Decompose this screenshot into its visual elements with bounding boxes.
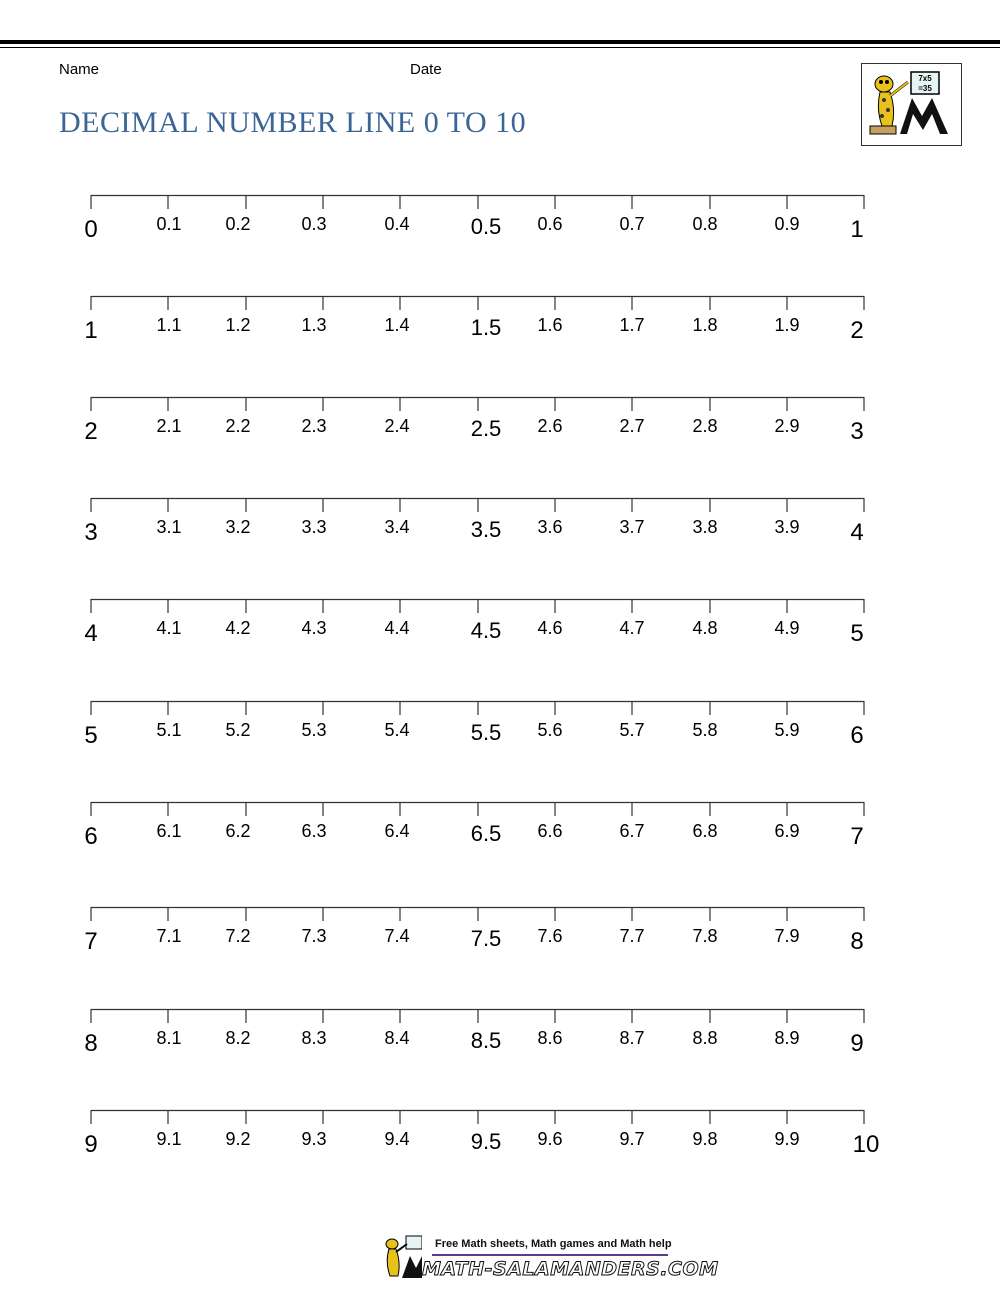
tick-label: 0.3 bbox=[301, 214, 327, 234]
tick-label: 0.6 bbox=[537, 214, 563, 234]
start-label: 8 bbox=[84, 1030, 98, 1057]
tick-label: 8.8 bbox=[692, 1028, 718, 1048]
tick-label: 7.8 bbox=[692, 926, 718, 946]
tick-label: 2.6 bbox=[537, 416, 563, 436]
number-line bbox=[0, 1109, 1000, 1189]
half-label: 1.5 bbox=[470, 315, 502, 340]
start-label: 3 bbox=[84, 519, 98, 546]
half-label: 7.5 bbox=[470, 926, 502, 951]
tick-label: 9.2 bbox=[225, 1129, 251, 1149]
number-line-axis bbox=[0, 700, 1000, 720]
tick-label: 3.2 bbox=[225, 517, 251, 537]
tick-label: 0.9 bbox=[774, 214, 800, 234]
tick-label: 4.1 bbox=[156, 618, 182, 638]
tick-label: 7.6 bbox=[537, 926, 563, 946]
number-line-axis bbox=[0, 1008, 1000, 1028]
end-label: 10 bbox=[852, 1131, 880, 1158]
number-line-axis bbox=[0, 295, 1000, 315]
tick-label: 4.2 bbox=[225, 618, 251, 638]
tick-label: 2.8 bbox=[692, 416, 718, 436]
tick-label: 7.7 bbox=[619, 926, 645, 946]
tick-label: 5.6 bbox=[537, 720, 563, 740]
tick-label: 7.2 bbox=[225, 926, 251, 946]
tick-label: 4.8 bbox=[692, 618, 718, 638]
tick-label: 8.1 bbox=[156, 1028, 182, 1048]
tick-label: 0.2 bbox=[225, 214, 251, 234]
number-line-axis bbox=[0, 396, 1000, 416]
tick-label: 7.9 bbox=[774, 926, 800, 946]
tick-label: 4.9 bbox=[774, 618, 800, 638]
start-label: 0 bbox=[84, 216, 98, 243]
tick-label: 0.1 bbox=[156, 214, 182, 234]
tick-label: 3.7 bbox=[619, 517, 645, 537]
tick-label: 5.4 bbox=[384, 720, 410, 740]
tick-label: 3.4 bbox=[384, 517, 410, 537]
end-label: 8 bbox=[850, 928, 864, 955]
tick-label: 2.3 bbox=[301, 416, 327, 436]
tick-label: 2.1 bbox=[156, 416, 182, 436]
logo-board-line2: =35 bbox=[918, 84, 932, 93]
end-label: 1 bbox=[850, 216, 864, 243]
tick-label: 9.7 bbox=[619, 1129, 645, 1149]
tick-label: 4.4 bbox=[384, 618, 410, 638]
tick-label: 2.7 bbox=[619, 416, 645, 436]
number-line bbox=[0, 1008, 1000, 1088]
start-label: 7 bbox=[84, 928, 98, 955]
tick-label: 1.4 bbox=[384, 315, 410, 335]
number-line bbox=[0, 396, 1000, 476]
start-label: 9 bbox=[84, 1131, 98, 1158]
salamander-teacher-icon bbox=[862, 64, 961, 145]
tick-label: 3.9 bbox=[774, 517, 800, 537]
logo-board-line1: 7x5 bbox=[918, 74, 932, 83]
tick-label: 6.8 bbox=[692, 821, 718, 841]
tick-label: 1.1 bbox=[156, 315, 182, 335]
tick-label: 5.8 bbox=[692, 720, 718, 740]
footer-site: MATH-SALAMANDERS.COM bbox=[422, 1258, 719, 1280]
tick-label: 5.7 bbox=[619, 720, 645, 740]
tick-label: 9.4 bbox=[384, 1129, 410, 1149]
number-line-axis bbox=[0, 194, 1000, 214]
tick-label: 7.4 bbox=[384, 926, 410, 946]
tick-label: 1.8 bbox=[692, 315, 718, 335]
number-line bbox=[0, 906, 1000, 986]
start-label: 4 bbox=[84, 620, 98, 647]
tick-label: 8.9 bbox=[774, 1028, 800, 1048]
number-line bbox=[0, 700, 1000, 780]
tick-label: 4.6 bbox=[537, 618, 563, 638]
end-label: 9 bbox=[850, 1030, 864, 1057]
tick-label: 8.4 bbox=[384, 1028, 410, 1048]
half-label: 8.5 bbox=[470, 1028, 502, 1053]
tick-label: 6.4 bbox=[384, 821, 410, 841]
number-line-axis bbox=[0, 497, 1000, 517]
end-label: 4 bbox=[850, 519, 864, 546]
number-line-axis bbox=[0, 801, 1000, 821]
tick-label: 8.6 bbox=[537, 1028, 563, 1048]
half-label: 6.5 bbox=[470, 821, 502, 846]
tick-label: 1.6 bbox=[537, 315, 563, 335]
number-line bbox=[0, 801, 1000, 881]
end-label: 5 bbox=[850, 620, 864, 647]
tick-label: 8.3 bbox=[301, 1028, 327, 1048]
tick-label: 5.9 bbox=[774, 720, 800, 740]
tick-label: 0.8 bbox=[692, 214, 718, 234]
number-line bbox=[0, 497, 1000, 577]
tick-label: 1.2 bbox=[225, 315, 251, 335]
number-line-axis bbox=[0, 598, 1000, 618]
half-label: 3.5 bbox=[470, 517, 502, 542]
tick-label: 6.2 bbox=[225, 821, 251, 841]
tick-label: 8.2 bbox=[225, 1028, 251, 1048]
half-label: 4.5 bbox=[470, 618, 502, 643]
footer-salamander-icon bbox=[380, 1234, 422, 1282]
tick-label: 1.3 bbox=[301, 315, 327, 335]
tick-label: 7.1 bbox=[156, 926, 182, 946]
tick-label: 6.1 bbox=[156, 821, 182, 841]
tick-label: 8.7 bbox=[619, 1028, 645, 1048]
tick-label: 7.3 bbox=[301, 926, 327, 946]
tick-label: 4.3 bbox=[301, 618, 327, 638]
tick-label: 6.6 bbox=[537, 821, 563, 841]
footer-tagline: Free Math sheets, Math games and Math help bbox=[435, 1238, 672, 1250]
tick-label: 0.7 bbox=[619, 214, 645, 234]
number-line bbox=[0, 598, 1000, 678]
end-label: 6 bbox=[850, 722, 864, 749]
tick-label: 4.7 bbox=[619, 618, 645, 638]
tick-label: 9.9 bbox=[774, 1129, 800, 1149]
half-label: 5.5 bbox=[470, 720, 502, 745]
number-line bbox=[0, 194, 1000, 274]
tick-label: 9.1 bbox=[156, 1129, 182, 1149]
top-rule-thin bbox=[0, 47, 1000, 48]
tick-label: 3.8 bbox=[692, 517, 718, 537]
tick-label: 3.3 bbox=[301, 517, 327, 537]
tick-label: 5.2 bbox=[225, 720, 251, 740]
tick-label: 5.3 bbox=[301, 720, 327, 740]
tick-label: 2.9 bbox=[774, 416, 800, 436]
top-rule-thick bbox=[0, 40, 1000, 44]
tick-label: 3.6 bbox=[537, 517, 563, 537]
page-title: DECIMAL NUMBER LINE 0 TO 10 bbox=[59, 106, 527, 139]
math-salamanders-logo bbox=[861, 63, 962, 146]
tick-label: 6.3 bbox=[301, 821, 327, 841]
tick-label: 5.1 bbox=[156, 720, 182, 740]
tick-label: 2.4 bbox=[384, 416, 410, 436]
half-label: 2.5 bbox=[470, 416, 502, 441]
number-line bbox=[0, 295, 1000, 375]
end-label: 7 bbox=[850, 823, 864, 850]
tick-label: 0.4 bbox=[384, 214, 410, 234]
tick-label: 9.6 bbox=[537, 1129, 563, 1149]
number-line-axis bbox=[0, 1109, 1000, 1129]
end-label: 3 bbox=[850, 418, 864, 445]
tick-label: 1.9 bbox=[774, 315, 800, 335]
date-label: Date bbox=[410, 61, 442, 78]
tick-label: 3.1 bbox=[156, 517, 182, 537]
start-label: 5 bbox=[84, 722, 98, 749]
end-label: 2 bbox=[850, 317, 864, 344]
footer-underline bbox=[432, 1254, 668, 1256]
tick-label: 6.7 bbox=[619, 821, 645, 841]
tick-label: 6.9 bbox=[774, 821, 800, 841]
number-line-axis bbox=[0, 906, 1000, 926]
half-label: 0.5 bbox=[470, 214, 502, 239]
start-label: 1 bbox=[84, 317, 98, 344]
name-label: Name bbox=[59, 61, 100, 78]
tick-label: 2.2 bbox=[225, 416, 251, 436]
tick-label: 9.8 bbox=[692, 1129, 718, 1149]
start-label: 2 bbox=[84, 418, 98, 445]
start-label: 6 bbox=[84, 823, 98, 850]
half-label: 9.5 bbox=[470, 1129, 502, 1154]
tick-label: 9.3 bbox=[301, 1129, 327, 1149]
footer-logo bbox=[380, 1234, 719, 1284]
tick-label: 1.7 bbox=[619, 315, 645, 335]
